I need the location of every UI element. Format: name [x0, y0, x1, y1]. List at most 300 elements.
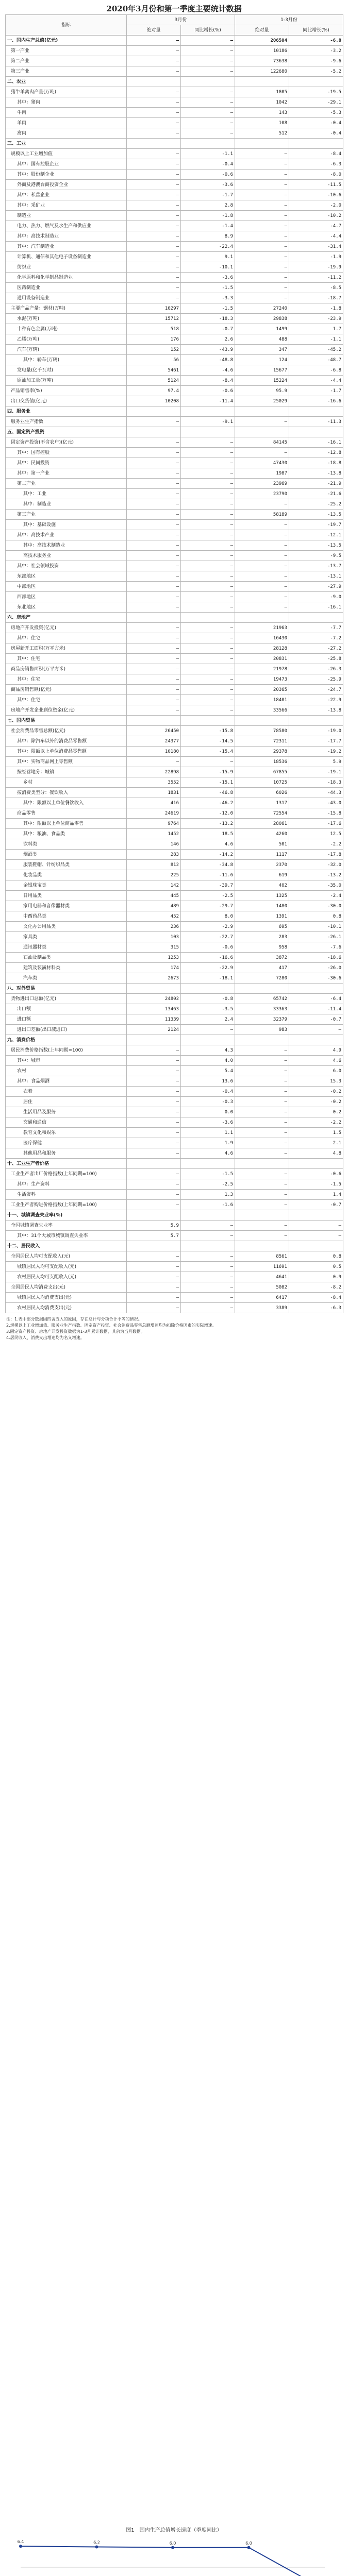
row-month-abs: — — [127, 293, 181, 303]
row-month-yoy: 2.8 — [181, 200, 235, 211]
row-month-yoy: — — [181, 458, 235, 468]
row-month-abs: — — [127, 1169, 181, 1179]
row-quarter-abs: 25029 — [235, 396, 289, 406]
row-indicator-name: 其中：私营企业 — [6, 190, 127, 200]
row-month-abs: — — [127, 1056, 181, 1066]
table-row — [6, 829, 343, 839]
table-row — [6, 561, 343, 571]
table-row — [6, 1117, 343, 1128]
row-quarter-yoy: -5.2 — [289, 66, 343, 77]
row-quarter-abs: — — [235, 1097, 289, 1107]
row-month-abs: — — [127, 149, 181, 159]
row-quarter-abs: 33566 — [235, 705, 289, 716]
row-indicator-name: 规模以上工业增加值 — [6, 149, 127, 159]
data-point — [19, 2545, 22, 2548]
row-month-yoy: — — [181, 643, 235, 654]
row-quarter-yoy: 0.8 — [289, 1251, 343, 1262]
row-month-abs: 3552 — [127, 777, 181, 788]
row-month-yoy: — — [181, 499, 235, 510]
row-indicator-name: 工业生产者购进价格指数(上年同期=100) — [6, 1200, 127, 1210]
row-indicator-name: 二、农业 — [6, 77, 127, 87]
table-row — [6, 180, 343, 190]
row-quarter-abs: 23969 — [235, 479, 289, 489]
row-indicator-name: 汽车(万辆) — [6, 345, 127, 355]
row-indicator-name: 工业生产者出厂价格指数(上年同期=100) — [6, 1169, 127, 1179]
row-indicator-name: 十二、居民收入 — [6, 1241, 127, 1251]
row-indicator-name: 化妆品类 — [6, 870, 127, 880]
row-quarter-abs: 29838 — [235, 314, 289, 324]
row-month-abs: 10208 — [127, 396, 181, 406]
row-month-yoy: -12.0 — [181, 808, 235, 819]
row-month-abs: — — [127, 283, 181, 293]
footnote-line: 4.居民收入、消费支出增速均为名义增速。 — [6, 1335, 85, 1340]
row-month-abs: — — [127, 623, 181, 633]
row-quarter-abs: 108 — [235, 118, 289, 128]
row-quarter-yoy — [289, 716, 343, 726]
row-indicator-name: 其中：高技术制造业 — [6, 540, 127, 551]
row-quarter-abs: — — [235, 1138, 289, 1148]
table-row — [6, 1025, 343, 1035]
row-month-abs: 24802 — [127, 994, 181, 1004]
row-quarter-yoy: -7.7 — [289, 623, 343, 633]
row-quarter-yoy: 6.0 — [289, 1066, 343, 1076]
row-indicator-name: 其中：除汽车以外的消费品零售额 — [6, 736, 127, 747]
row-month-abs: 1452 — [127, 829, 181, 839]
row-indicator-name: 农村居民人均可支配收入(元) — [6, 1272, 127, 1282]
row-quarter-yoy: -43.0 — [289, 798, 343, 808]
row-month-abs: — — [127, 1262, 181, 1272]
row-indicator-name: 全国居民人均可支配收入(元) — [6, 1251, 127, 1262]
row-month-abs: — — [127, 468, 181, 479]
row-indicator-name: 原油加工量(万吨) — [6, 376, 127, 386]
row-quarter-abs: — — [235, 448, 289, 458]
row-quarter-abs: 1805 — [235, 87, 289, 97]
table-row — [6, 901, 343, 911]
row-quarter-abs: 8561 — [235, 1251, 289, 1262]
row-quarter-abs: 4260 — [235, 829, 289, 839]
table-row — [6, 1169, 343, 1179]
table-row — [6, 293, 343, 303]
row-month-yoy: -46.2 — [181, 798, 235, 808]
row-month-abs: 283 — [127, 850, 181, 860]
row-indicator-name: 衣着 — [6, 1087, 127, 1097]
table-row — [6, 551, 343, 561]
table-row — [6, 108, 343, 118]
row-month-abs: — — [127, 170, 181, 180]
charts-section — [0, 2524, 348, 2576]
row-month-yoy: 1.1 — [181, 1128, 235, 1138]
row-month-abs: 152 — [127, 345, 181, 355]
row-month-yoy: 8.9 — [181, 231, 235, 242]
row-indicator-name: 其中：基础设施 — [6, 520, 127, 530]
row-month-abs: 142 — [127, 880, 181, 891]
row-month-abs: — — [127, 664, 181, 674]
table-row — [6, 808, 343, 819]
row-indicator-name: 外商及港澳台商投资企业 — [6, 180, 127, 190]
table-row — [6, 1262, 343, 1272]
row-quarter-abs: 1499 — [235, 324, 289, 334]
row-quarter-abs: 347 — [235, 345, 289, 355]
row-quarter-abs: — — [235, 582, 289, 592]
row-month-yoy — [181, 1035, 235, 1045]
row-month-yoy: 0.0 — [181, 1107, 235, 1117]
table-row — [6, 1303, 343, 1313]
row-month-abs: 489 — [127, 901, 181, 911]
row-month-abs: — — [127, 1097, 181, 1107]
table-row — [6, 118, 343, 128]
row-month-yoy: -22.7 — [181, 932, 235, 942]
row-quarter-yoy: -35.0 — [289, 880, 343, 891]
row-quarter-abs: — — [235, 1231, 289, 1241]
row-indicator-name: 其中：轿车(万辆) — [6, 355, 127, 365]
row-month-yoy: -22.4 — [181, 242, 235, 252]
row-month-abs — [127, 716, 181, 726]
row-month-abs: — — [127, 1200, 181, 1210]
row-quarter-yoy: -2.2 — [289, 1117, 343, 1128]
table-row — [6, 1210, 343, 1221]
row-indicator-name: 进出口差额(出口减进口) — [6, 1025, 127, 1035]
series-line — [21, 2546, 325, 2576]
row-quarter-abs: 33363 — [235, 1004, 289, 1014]
row-indicator-name: 其中：粮油、食品类 — [6, 829, 127, 839]
row-indicator-name: 其中：社会领域投资 — [6, 561, 127, 571]
row-quarter-abs — [235, 427, 289, 437]
table-row — [6, 592, 343, 602]
header-month: 3月份 — [127, 15, 235, 25]
row-month-abs: — — [127, 66, 181, 77]
row-indicator-name: 通用设备制造业 — [6, 293, 127, 303]
row-indicator-name: 第一产业 — [6, 46, 127, 56]
row-quarter-yoy: -1.8 — [289, 303, 343, 314]
row-quarter-yoy: -1.9 — [289, 252, 343, 262]
table-row — [6, 788, 343, 798]
row-indicator-name: 日用品类 — [6, 891, 127, 901]
row-month-abs — [127, 77, 181, 87]
row-quarter-abs: — — [235, 149, 289, 159]
row-quarter-abs: 95.9 — [235, 386, 289, 396]
data-label: 6.2 — [93, 2540, 100, 2545]
row-indicator-name: 其中：食品烟酒 — [6, 1076, 127, 1087]
row-quarter-abs: 958 — [235, 942, 289, 953]
table-row — [6, 345, 343, 355]
row-quarter-abs: 65742 — [235, 994, 289, 1004]
chart-svg — [10, 2534, 335, 2576]
row-quarter-yoy: -25.2 — [289, 499, 343, 510]
row-quarter-yoy: -44.3 — [289, 788, 343, 798]
page-title: 2020年3月份和第一季度主要统计数据 — [106, 4, 242, 13]
row-indicator-name: 发电量(亿千瓦时) — [6, 365, 127, 376]
row-quarter-yoy: -6.3 — [289, 1303, 343, 1313]
row-quarter-abs: — — [235, 1056, 289, 1066]
row-indicator-name: 第二产业 — [6, 56, 127, 66]
table-row — [6, 1293, 343, 1303]
row-month-abs: 24377 — [127, 736, 181, 747]
row-month-yoy: -46.8 — [181, 788, 235, 798]
row-month-abs: 1831 — [127, 788, 181, 798]
row-month-yoy: — — [181, 654, 235, 664]
row-quarter-yoy: 0.5 — [289, 1262, 343, 1272]
row-indicator-name: 中部地区 — [6, 582, 127, 592]
row-month-yoy: — — [181, 1293, 235, 1303]
row-quarter-abs: 47430 — [235, 458, 289, 468]
table-row — [6, 705, 343, 716]
table-row — [6, 458, 343, 468]
row-quarter-yoy: -18.6 — [289, 953, 343, 963]
row-month-abs: 2124 — [127, 1025, 181, 1035]
row-month-abs: — — [127, 602, 181, 613]
row-month-abs: — — [127, 705, 181, 716]
row-month-abs: 9764 — [127, 819, 181, 829]
row-quarter-abs: 1987 — [235, 468, 289, 479]
row-month-abs — [127, 406, 181, 417]
row-quarter-yoy — [289, 1241, 343, 1251]
row-indicator-name: 汽车类 — [6, 973, 127, 984]
row-indicator-name: 其中：限额以上单位商品零售 — [6, 819, 127, 829]
row-quarter-abs: — — [235, 231, 289, 242]
row-quarter-yoy: 1.4 — [289, 1190, 343, 1200]
row-month-yoy: -0.6 — [181, 942, 235, 953]
row-month-abs: — — [127, 479, 181, 489]
row-indicator-name: 商品房销售面积(万平方米) — [6, 664, 127, 674]
table-row — [6, 273, 343, 283]
row-indicator-name: 其他用品和服务 — [6, 1148, 127, 1159]
row-month-abs: — — [127, 252, 181, 262]
row-quarter-yoy: -4.4 — [289, 231, 343, 242]
data-label: 6.0 — [169, 2540, 176, 2546]
row-indicator-name: 文化办公用品类 — [6, 922, 127, 932]
row-month-abs: 452 — [127, 911, 181, 922]
stats-table — [5, 14, 343, 1313]
row-quarter-yoy: -6.4 — [289, 994, 343, 1004]
table-row — [6, 77, 343, 87]
header-quarter: 1-3月份 — [235, 15, 343, 25]
row-month-abs: — — [127, 273, 181, 283]
row-quarter-abs — [235, 1241, 289, 1251]
row-quarter-yoy: -12.1 — [289, 530, 343, 540]
row-month-yoy: -18.1 — [181, 973, 235, 984]
row-indicator-name: 高技术服务业 — [6, 551, 127, 561]
row-indicator-name: 石油及制品类 — [6, 953, 127, 963]
table-row — [6, 56, 343, 66]
row-month-yoy: 2.6 — [181, 334, 235, 345]
row-month-yoy: — — [181, 602, 235, 613]
row-indicator-name: 第二产业 — [6, 479, 127, 489]
row-quarter-yoy: -0.7 — [289, 1200, 343, 1210]
row-month-yoy: — — [181, 623, 235, 633]
row-month-abs: — — [127, 674, 181, 685]
row-indicator-name: 乙烯(万吨) — [6, 334, 127, 345]
row-month-yoy: 4.0 — [181, 1056, 235, 1066]
row-quarter-yoy: 5.9 — [289, 757, 343, 767]
data-label: 6.4 — [17, 2539, 24, 2545]
row-quarter-abs: 619 — [235, 870, 289, 880]
row-month-yoy: -1.5 — [181, 303, 235, 314]
row-indicator-name: 羊肉 — [6, 118, 127, 128]
row-quarter-abs: — — [235, 1169, 289, 1179]
row-quarter-abs: — — [235, 252, 289, 262]
row-month-yoy: -0.6 — [181, 386, 235, 396]
row-month-abs: — — [127, 561, 181, 571]
table-row — [6, 221, 343, 231]
row-month-abs: 97.4 — [127, 386, 181, 396]
table-row — [6, 1107, 343, 1117]
row-quarter-abs: — — [235, 1128, 289, 1138]
row-quarter-yoy: -19.5 — [289, 87, 343, 97]
row-quarter-yoy: -13.8 — [289, 705, 343, 716]
row-indicator-name: 其中：股份制企业 — [6, 170, 127, 180]
table-row — [6, 1241, 343, 1251]
row-month-abs — [127, 427, 181, 437]
table-row — [6, 1138, 343, 1148]
row-month-yoy: — — [181, 468, 235, 479]
row-month-abs — [127, 139, 181, 149]
row-month-yoy: -16.6 — [181, 953, 235, 963]
row-month-yoy: — — [181, 1025, 235, 1035]
table-row — [6, 1076, 343, 1087]
row-month-yoy — [181, 716, 235, 726]
row-quarter-abs: 23790 — [235, 489, 289, 499]
row-quarter-yoy: -25.9 — [289, 674, 343, 685]
row-quarter-yoy: -13.2 — [289, 870, 343, 880]
row-month-yoy: -0.4 — [181, 159, 235, 170]
row-month-abs: — — [127, 211, 181, 221]
row-quarter-yoy: -17.6 — [289, 819, 343, 829]
row-quarter-yoy: -16.6 — [289, 396, 343, 406]
row-month-abs: — — [127, 520, 181, 530]
row-month-yoy: — — [181, 128, 235, 139]
row-quarter-yoy: -8.4 — [289, 149, 343, 159]
row-quarter-yoy — [289, 1159, 343, 1169]
row-quarter-yoy: -1.1 — [289, 334, 343, 345]
row-month-abs: — — [127, 551, 181, 561]
row-month-abs: — — [127, 1272, 181, 1282]
row-month-abs: 812 — [127, 860, 181, 870]
table-row — [6, 437, 343, 448]
table-row — [6, 819, 343, 829]
row-month-yoy: -1.8 — [181, 211, 235, 221]
table-row — [6, 582, 343, 592]
row-month-abs: — — [127, 56, 181, 66]
row-indicator-name: 六、房地产 — [6, 613, 127, 623]
table-row — [6, 334, 343, 345]
table-row — [6, 839, 343, 850]
row-quarter-abs: — — [235, 1200, 289, 1210]
table-row — [6, 314, 343, 324]
table-row — [6, 1004, 343, 1014]
row-quarter-yoy: -24.7 — [289, 685, 343, 695]
row-quarter-yoy: -17.7 — [289, 736, 343, 747]
table-row — [6, 994, 343, 1004]
row-month-abs: 416 — [127, 798, 181, 808]
table-row — [6, 283, 343, 293]
row-quarter-abs: — — [235, 1107, 289, 1117]
row-month-abs: — — [127, 571, 181, 582]
row-quarter-yoy: -32.0 — [289, 860, 343, 870]
row-indicator-name: 出口额 — [6, 1004, 127, 1014]
row-quarter-yoy: -2.0 — [289, 200, 343, 211]
row-indicator-name: 按消费类型分：餐饮收入 — [6, 788, 127, 798]
row-indicator-name: 城镇居民人均可支配收入(元) — [6, 1262, 127, 1272]
row-indicator-name: 制造业 — [6, 211, 127, 221]
table-row — [6, 36, 343, 46]
table-row — [6, 262, 343, 273]
row-month-yoy: -0.3 — [181, 1097, 235, 1107]
row-indicator-name: 主要产品产量：钢材(万吨) — [6, 303, 127, 314]
row-quarter-yoy: -4.4 — [289, 376, 343, 386]
row-month-yoy: -22.9 — [181, 963, 235, 973]
row-indicator-name: 电力、热力、燃气及水生产和供应业 — [6, 221, 127, 231]
row-indicator-name: 三、工业 — [6, 139, 127, 149]
row-month-yoy: — — [181, 571, 235, 582]
row-quarter-abs: — — [235, 262, 289, 273]
row-month-abs — [127, 984, 181, 994]
row-month-yoy: -34.8 — [181, 860, 235, 870]
row-quarter-abs: 6026 — [235, 788, 289, 798]
table-row — [6, 303, 343, 314]
table-row — [6, 97, 343, 108]
table-row — [6, 66, 343, 77]
row-indicator-name: 第三产业 — [6, 510, 127, 520]
row-quarter-yoy: -21.6 — [289, 489, 343, 499]
row-quarter-abs: 67855 — [235, 767, 289, 777]
row-quarter-abs: 58189 — [235, 510, 289, 520]
row-month-abs: — — [127, 190, 181, 200]
row-quarter-yoy: -45.2 — [289, 345, 343, 355]
table-row — [6, 365, 343, 376]
row-month-yoy: — — [181, 36, 235, 46]
row-month-abs: — — [127, 540, 181, 551]
row-month-abs: — — [127, 448, 181, 458]
row-indicator-name: 货物进出口总额(亿元) — [6, 994, 127, 1004]
row-indicator-name: 其中：住宅 — [6, 654, 127, 664]
row-month-yoy: 4.3 — [181, 1045, 235, 1056]
table-row — [6, 211, 343, 221]
row-quarter-yoy: -8.4 — [289, 1293, 343, 1303]
row-indicator-name: 建筑及装潢材料类 — [6, 963, 127, 973]
table-row — [6, 870, 343, 880]
row-quarter-abs: — — [235, 293, 289, 303]
row-month-abs: — — [127, 1303, 181, 1313]
row-quarter-abs: — — [235, 551, 289, 561]
row-month-yoy: -18.3 — [181, 314, 235, 324]
row-quarter-abs: 27240 — [235, 303, 289, 314]
table-row — [6, 973, 343, 984]
row-month-yoy: — — [181, 479, 235, 489]
table-row — [6, 1097, 343, 1107]
table-row — [6, 252, 343, 262]
row-quarter-yoy: -15.8 — [289, 808, 343, 819]
row-indicator-name: 商品房销售额(亿元) — [6, 685, 127, 695]
row-quarter-yoy: 1.7 — [289, 324, 343, 334]
row-quarter-yoy: — — [289, 1231, 343, 1241]
row-month-abs: — — [127, 437, 181, 448]
row-quarter-abs: — — [235, 159, 289, 170]
table-row — [6, 695, 343, 705]
row-quarter-yoy — [289, 613, 343, 623]
table-row — [6, 427, 343, 437]
row-month-yoy — [181, 139, 235, 149]
row-month-yoy: — — [181, 551, 235, 561]
header-indicator: 指标 — [6, 15, 127, 36]
row-indicator-name: 七、国内贸易 — [6, 716, 127, 726]
row-quarter-abs: 124 — [235, 355, 289, 365]
data-label: 6.0 — [245, 2540, 252, 2546]
row-indicator-name: 其中：住宅 — [6, 695, 127, 705]
row-indicator-name: 五、固定资产投资 — [6, 427, 127, 437]
row-quarter-yoy: -4.7 — [289, 221, 343, 231]
row-month-yoy — [181, 77, 235, 87]
row-month-yoy: — — [181, 66, 235, 77]
